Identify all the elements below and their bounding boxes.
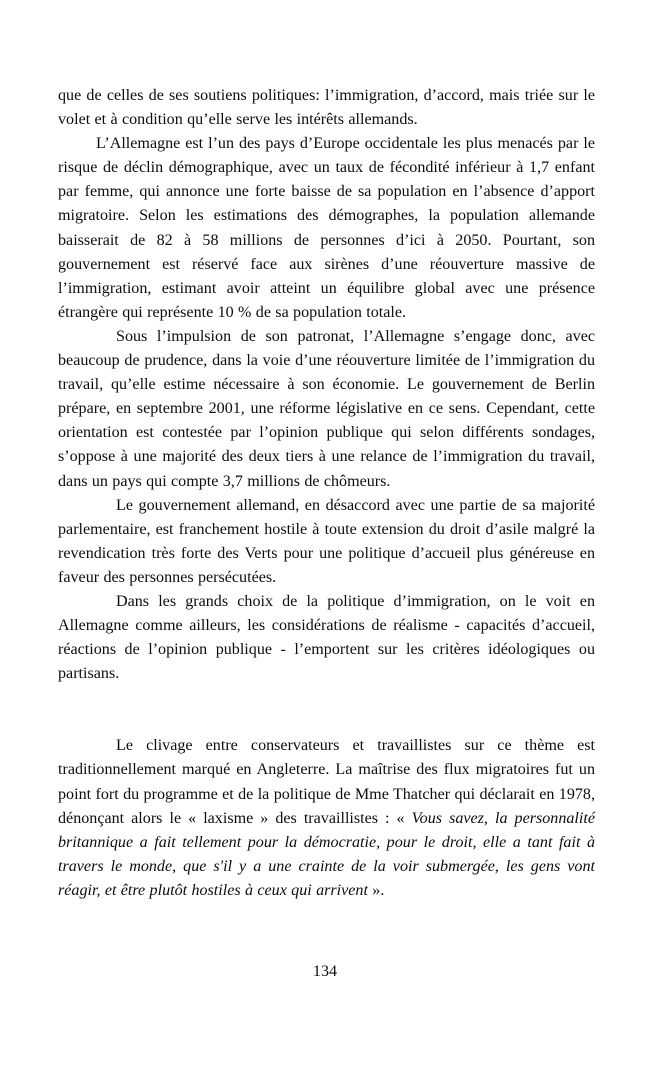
body-text-column (58, 84, 595, 903)
thatcher-trailing-text: ». (367, 881, 385, 899)
paragraph-allemagne-demographie: L’Allemagne est l’un des pays d’Europe occidentale les plus menacés par le risque de déclin démographique, avec un taux de fécondité inférieur à 1,7 enfant par femme, qui annonce une forte baisse de sa population en l’absence d’apport migratoire. Selon les estimations des démographes, la population allemande baisserait de 82 à 58 millions de personnes d’ici à 2050. Pourtant, son gouvernement est réservé face aux sirènes d’une réouverture massive de l’immigration, estimant avoir atteint un équilibre global avec une présence étrangère qui représente 10 % de sa population totale. (58, 135, 595, 321)
thatcher-lead-text: Le clivage entre conservateurs et travaillistes sur ce thème est traditionnellement marqué en Angleterre. La maîtrise des flux migratoires fut un point fort du programme et de la politique de Mme Thatcher qui déclarait en 1978, dénonçant alors le « laxisme » des travaillistes : « (58, 737, 595, 827)
paragraph-grands-choix: Dans les grands choix de la politique d’immigration, on le voit en Allemagne comme ailleurs, les considérations de réalisme - capacités d’accueil, réactions de l’opinion publique - l’emportent sur les critères idéologiques ou partisans. (58, 592, 595, 683)
thatcher-quotation: Vous savez, la personnalité britannique a fait tellement pour la démocratie, pour le droit, elle a tant fait à travers le monde, que s'il y a une crainte de la voir submergée, les gens vont réagir, et être plutôt hostiles à ceux qui arrivent (58, 809, 595, 899)
paragraph-continuation: que de celles de ses soutiens politiques: l’immigration, d’accord, mais triée sur le volet et à condition qu’elle serve les intérêts allemands. (58, 87, 595, 129)
paragraph-droit-asile: Le gouvernement allemand, en désaccord avec une partie de sa majorité parlementaire, est franchement hostile à toute extension du droit d’asile malgré la revendication très forte des Verts pour une politique d’accueil plus généreuse en faveur des personnes persécutées. (58, 496, 595, 586)
paragraph-angleterre-thatcher (58, 734, 595, 903)
page-number: 134 (312, 963, 338, 980)
paragraph-patronat-reouverture: Sous l’impulsion de son patronat, l’Allemagne s’engage donc, avec beaucoup de prudence, dans la voie d’une réouverture limitée de l’immigration du travail, qu’elle estime nécessaire à son économie. Le gouvernement de Berlin prépare, en septembre 2001, une réforme législative en ce sens. Cependant, cette orientation est contestée par l’opinion publique qui selon différents sondages, s’oppose à une majorité des deux tiers à une relance de l’immigration du travail, dans un pays qui compte 3,7 millions de chômeurs. (58, 327, 595, 490)
